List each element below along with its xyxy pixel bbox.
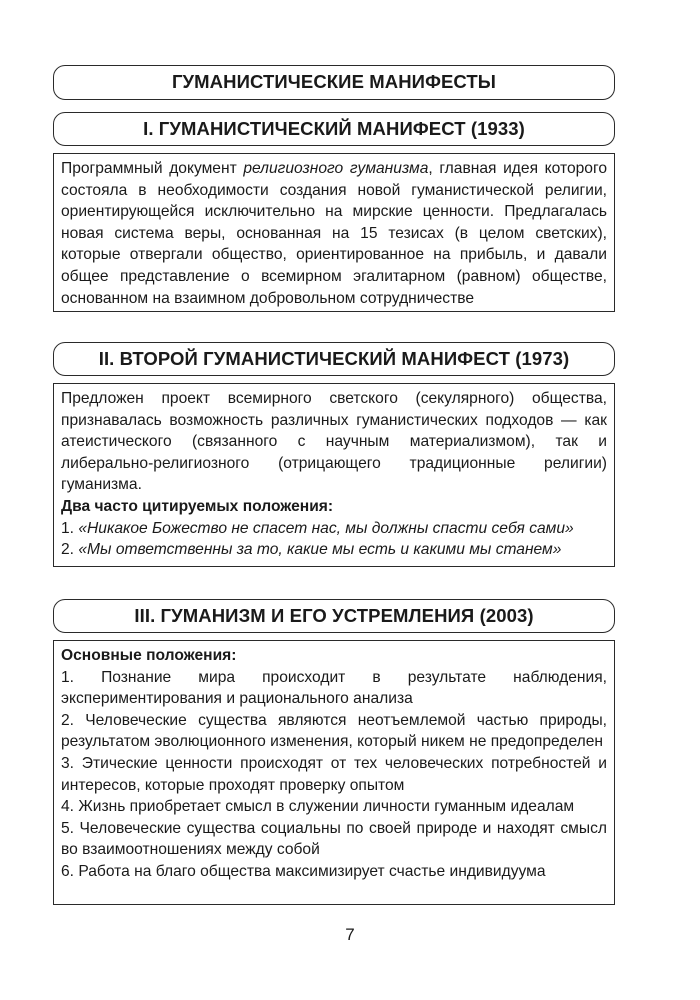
section-1-title: I. ГУМАНИСТИЧЕСКИЙ МАНИФЕСТ (1933)	[143, 117, 525, 139]
section-3-body	[53, 640, 615, 905]
point-item: 6. Работа на благо общества максимизирует счастье индивидуума	[61, 862, 546, 880]
point-item: 5. Человеческие существа социальны по своей природе и находят смысл во взаимоотношениях между собой	[61, 819, 607, 859]
section-3-header	[53, 599, 615, 633]
main-title: ГУМАНИСТИЧЕСКИЕ МАНИФЕСТЫ	[171, 71, 497, 93]
point-item: 4. Жизнь приобретает смысл в служении личности гуманным идеалам	[61, 798, 575, 816]
section-1-paragraph	[61, 158, 607, 309]
section-2-quotes-heading: Два часто цитируемых положения:	[61, 497, 334, 515]
quote-item	[61, 518, 607, 540]
quote-text: «Никакое Божество не спасет нас, мы должны спасти себя сами»	[78, 519, 574, 537]
section-1-italic-term: религиозного гуманизма	[243, 160, 429, 177]
point-item: 1. Познание мира происходит в результате наблюдения, экспериментирования и рационального анализа	[61, 668, 607, 708]
section-2-title: II. ВТОРОЙ ГУМАНИСТИЧЕСКИЙ МАНИФЕСТ (1973)	[98, 347, 570, 369]
section-2-header	[53, 342, 615, 376]
quote-text: «Мы ответственны за то, какие мы есть и какими мы станем»	[78, 541, 562, 559]
point-item: 3. Этические ценности происходят от тех человеческих потребностей и интересов, которые проходят проверку опытом	[61, 754, 607, 794]
section-1-text-end: , главная идея которого состояла в необходимости создания новой гуманистической религии, ориентирующейся исключительно на мирские ценности. Предлагалась новая система веры, основанная на 15 тезисах (в целом светских), которые отвергали общество, ориентированное на прибыль, и давали общее представление о всемирном эгалитарном (равном) обществе, основанном на взаимном добровольном сотрудничестве	[61, 160, 607, 307]
page-number: 7	[345, 925, 355, 944]
quote-item	[61, 539, 607, 561]
section-3-points-heading: Основные положения:	[61, 647, 237, 664]
point-item: 2. Человеческие существа являются неотъемлемой частью природы, результатом эволюционного изменения, который никем не предопределен	[61, 711, 607, 751]
section-3-title: III. ГУМАНИЗМ И ЕГО УСТРЕМЛЕНИЯ (2003)	[134, 604, 534, 626]
section-1-body	[53, 153, 615, 312]
section-1-text-start: Программный документ	[61, 160, 244, 177]
quote-number: 2.	[61, 541, 79, 559]
section-2-paragraph: Предложен проект всемирного светского (секулярного) общества, признавалась возможность различных гуманистических подходов — как атеистического (связанного с научным материализмом), так и либерально-религиозного (отрицающего традиционные религии) гуманизма.	[61, 390, 607, 494]
section-1-header	[53, 112, 615, 146]
quote-number: 1.	[61, 519, 79, 537]
section-2-body	[53, 383, 615, 567]
page-content	[53, 65, 615, 905]
main-title-box	[53, 65, 615, 100]
